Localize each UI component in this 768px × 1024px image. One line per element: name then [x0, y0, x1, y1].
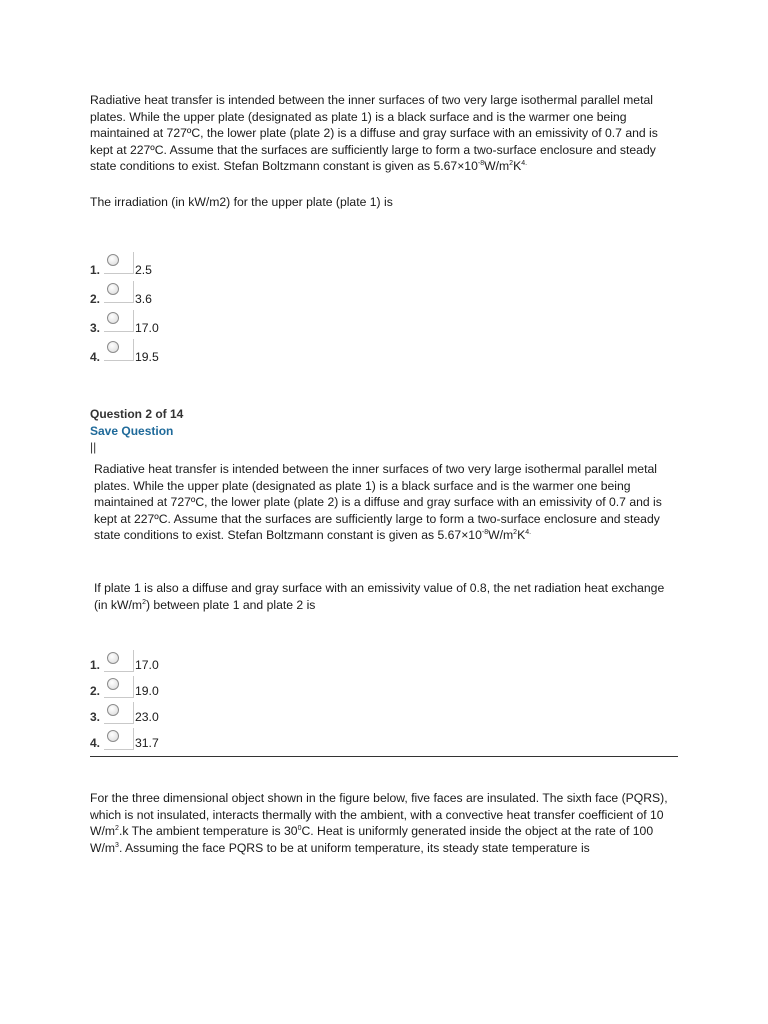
radio-button-container[interactable] [104, 702, 134, 724]
radio-circle-icon[interactable] [107, 283, 119, 295]
option-number: 3. [90, 710, 101, 724]
option-number: 2. [90, 292, 101, 306]
radio-circle-icon[interactable] [107, 652, 119, 664]
radio-circle-icon[interactable] [107, 341, 119, 353]
option-value: 17.0 [135, 658, 159, 672]
question1-prompt: The irradiation (in kW/m2) for the upper plate (plate 1) is [90, 195, 393, 209]
option-value: 19.5 [135, 350, 159, 364]
radio-button-container[interactable] [104, 676, 134, 698]
save-question-link[interactable]: Save Question [90, 424, 174, 438]
question-counter: Question 2 of 14 [90, 407, 184, 421]
option-number: 4. [90, 350, 101, 364]
option-number: 1. [90, 658, 101, 672]
radio-button-container[interactable] [104, 310, 134, 332]
option-value: 23.0 [135, 710, 159, 724]
radio-button-container[interactable] [104, 252, 134, 274]
option-number: 2. [90, 684, 101, 698]
option-value: 19.0 [135, 684, 159, 698]
option-value: 2.5 [135, 263, 152, 277]
option-value: 3.6 [135, 292, 152, 306]
radio-circle-icon[interactable] [107, 730, 119, 742]
pause-icon[interactable]: || [90, 440, 97, 454]
divider [90, 756, 678, 757]
option-number: 1. [90, 263, 101, 277]
radio-circle-icon[interactable] [107, 312, 119, 324]
radio-button-container[interactable] [104, 339, 134, 361]
option-value: 31.7 [135, 736, 159, 750]
question2-text: Radiative heat transfer is intended between the inner surfaces of two very large isothermal parallel metal plates. While the upper plate (designated as plate 1) is a black surface and is the warmer one being maintained at 727ºC, the lower plate (plate 2) is a diffuse and gray surface with an emissivity of 0.7 and is kept at 227ºC. Assume that the surfaces are sufficiently large to form a two-surface enclosure and steady state conditions to exist. Stefan Boltzmann constant is given as $5.67\times 10^{-8}W/m^2K^{4.}$ [94, 462, 662, 543]
option-number: 3. [90, 321, 101, 335]
option-value: 17.0 [135, 321, 159, 335]
question2-prompt: If plate 1 is also a diffuse and gray surface with an emissivity value of 0.8, the net radiation heat exchange (in $kW/m^2$) between plate 1 and plate 2 is [94, 581, 665, 612]
radio-circle-icon[interactable] [107, 254, 119, 266]
radio-button-container[interactable] [104, 281, 134, 303]
question3-text: For the three dimensional object shown in the figure below, five faces are insulated. The sixth face (PQRS), which is not insulated, interacts thermally with the ambient, with a convective heat transfer coefficient of 10 $W/m^2.k$ The ambient temperature is $30^0C$. Heat is uniformly generated inside the object at the rate of 100 $W/m^3$. Assuming the face PQRS to be at uniform temperature, its steady state temperature is [90, 791, 668, 855]
radio-button-container[interactable] [104, 728, 134, 750]
question1-text: Radiative heat transfer is intended between the inner surfaces of two very large isothermal parallel metal plates. While the upper plate (designated as plate 1) is a black surface and is the warmer one being maintained at 727ºC, the lower plate (plate 2) is a diffuse and gray surface with an emissivity of 0.7 and is kept at 227ºC. Assume that the surfaces are sufficiently large to form a two-surface enclosure and steady state conditions to exist. Stefan Boltzmann constant is given as $5.67\times 10^{-8}W/m^2K^{4.}$ [90, 93, 658, 174]
radio-button-container[interactable] [104, 650, 134, 672]
radio-circle-icon[interactable] [107, 678, 119, 690]
option-number: 4. [90, 736, 101, 750]
radio-circle-icon[interactable] [107, 704, 119, 716]
